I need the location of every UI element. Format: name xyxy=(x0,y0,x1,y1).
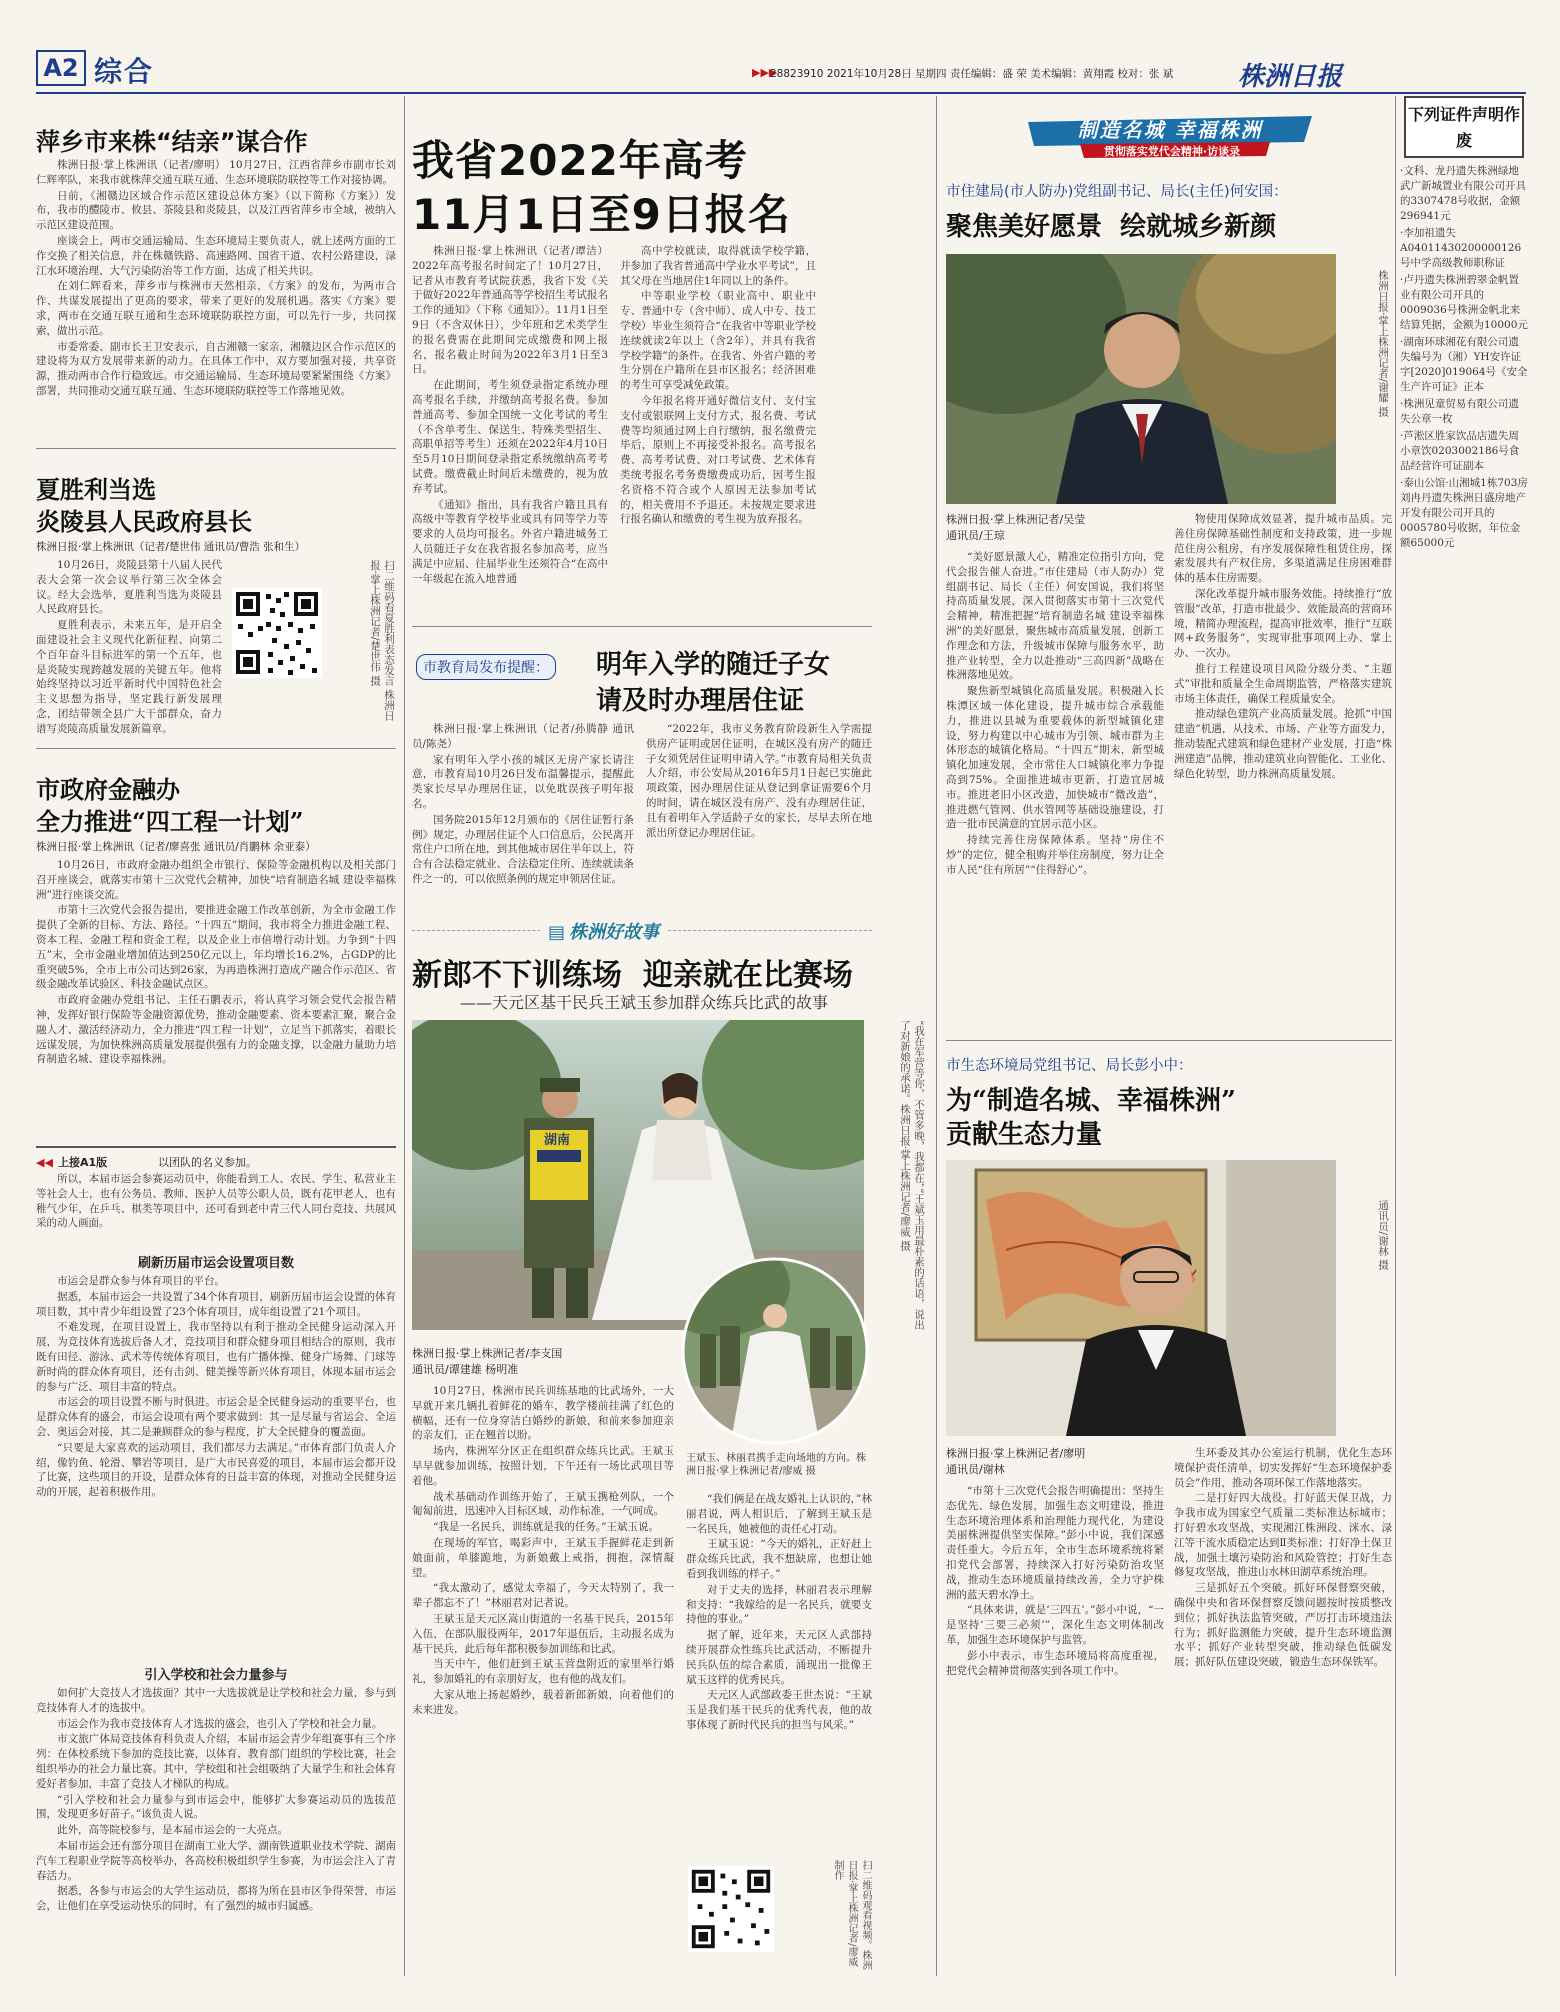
article-heanguo-col2: 物使用保障成效显著，提升城市品质。完善住房保障基础性制度和支持政策，进一步规范住房公租房，有序发展保障性租赁住房，探索发展共有产权住房，多渠道满足住房困难群体的基本住房需要。 深化改革提升城市服务效能。持续推行“放管服”改革，打造市批最少、效能最高的营商环境，精简办理流程，提高审批效率，推行“互联网+政务服务”，实现审批事项网上办、掌上办、一次办。 推行工程建设项目风险分级分类、“主题式”审批和质量全生命周期监管，严格落实建筑市场主体责任，确保工程质量安全。 推动绿色建筑产业高质量发展。抢抓“中国建造”机遇，从技术、市场、产业等方面发力，推动装配式建筑和绿色建材产业发展，打造“株洲建造”品牌，推动建筑业向智能化、工业化、绿色化转型，助力株洲高质量发展。 xyxy=(1174,513,1392,780)
page-number: A2 xyxy=(36,50,86,86)
portrait-pengxiaozhong xyxy=(946,1160,1336,1436)
round-photo-caption: 王斌玉、林丽君携手走向场地的方向。株洲日报·掌上株洲记者/廖威 摄 xyxy=(686,1453,866,1477)
article-peng-col2: 生环委及其办公室运行机制，优化生态环境保护责任清单，切实发挥好“生态环境保护委员会”作用，推动各项环保工作落地落实。 二是打好四大战役。打好蓝天保卫战，力争我市成为国家空气质量二类标准达标城市；打好碧水攻坚战，实现湘江株洲段、洣水、渌江等干流水质稳定达到Ⅱ类标准；打好净土保卫战，加强土壤污染防治和风险管控；打好生态修复攻坚战，推进山水林田湖草系统治理。 三是抓好五个突破。抓好环保督察突破，确保中央和省环保督察反馈问题按时按质整改到位；抓好执法监管突破，严厉打击环境违法行为；抓好监测能力突破，提升生态环境监测水平；抓好产业转型突破，推动绿色低碳发展；抓好队伍建设突破，锻造生态环保铁军。 xyxy=(1174,1447,1392,1669)
kicker-suiqian: 市教育局发布提醒： xyxy=(416,654,556,680)
headline-peng-1: 为“制造名城、幸福株洲” xyxy=(946,1086,1236,1116)
continued-from-label: 上接A1版 xyxy=(58,1156,108,1169)
article-xiashengli-body: 10月26日，炎陵县第十八届人民代表大会第一次会议举行第三次全体会议。经大会选举，夏胜利当选为炎陵县人民政府县长。 夏胜利表示，未来五年，是开启全面建设社会主义现代化新征程、向第二个百年奋斗目标进军的第一个五年，也是炎陵实现跨越发展的关键五年。他将始终坚持以习近平新时代中国特色社会主义思想为指导，坚定践行新发展理念，团结带领全县广大干部群众，奋力谱写炎陵高质量发展新篇章。 xyxy=(36,559,222,735)
shirt-text: 湖南 xyxy=(544,1133,571,1148)
article-pingxiang-body: 株洲日报·掌上株洲讯（记者/廖明） 10月27日，江西省萍乡市副市长刘仁辉率队，来我市就株萍交通互联互通、生态环境联防联控等工作对接协调。 日前，《湘赣边区域合作示范区建设总体方案》（以下简称《方案》）发布，我市的醴陵市、攸县、茶陵县和炎陵县，以及江西省萍乡市全域，被纳入示范区建设范围。 座谈会上，两市交通运输局、生态环境局主要负责人，就上述两方面的工作交换了相关信息，并在株赣铁路、高速路网、国省干道、农村公路建设，渌江水环境治理、大气污染防治等工作方面，达成了相关共识。 在刘仁辉看来，萍乡市与株洲市天然相亲，《方案》的发布，为两市合作、共谋发展提出了更高的要求，带来了更好的发展机遇。落实《方案》要求，两市在交通互联互通和生态环境联防联控方面，可以先行一步，共同探索，做出示范。 市委常委、副市长王卫安表示，自古湘赣一家亲，湘赣边区合作示范区的建设将为双方发展带来新的动力。在具体工作中，双方要加强对接，共享资源，推动两市合作行稳致远。市交通运输局、生态环境局要紧紧围绕《方案》部署，共同推动交通互联互通、生态环境联防联控等工作落地见效。 xyxy=(36,159,396,397)
sports-subhead-1: 刷新历届市运会设置项目数 xyxy=(137,1256,294,1271)
article-heanguo-col1: “美好愿景激人心，精准定位指引方向，党代会报告催人奋进。”市住建局（市人防办）党组副书记、局长（主任）何安国说，我们将坚持高质量发展，深入贯彻落实市第十三次党代会精神，精准把握“培育制造名城 建设幸福株洲”的美好愿景，聚焦城市高质量发展，创新工作理念和方法，升级城市保障与服务水平，助推产业转型，全力以赴推动“三高四新”战略在株洲落地见效。 聚焦新型城镇化高质量发展。积极融入长株潭区域一体化建设，提升城市综合承载能力，推进以县城为重要载体的新型城镇化建设，努力构建以中心城市为引领、城市群为主体形态的城镇化格局。“十四五”期末，新型城镇化加速发展，全市常住人口城镇化率力争提高到75%。全面推进城市更新，打造宜居城市。推进老旧小区改造，加快城市“微改造”，推进燃气管网、供水管网等基础设施建设，打造一批市民满意的宜居示范小区。 持续完善住房保障体系。坚持“房住不炒”的定位，健全租购并举住房制度，努力让全市人民“住有所居”“住得舒心”。 xyxy=(946,551,1164,876)
article-gaokao-col2: 高中学校就读，取得就读学校学籍，并参加了我省普通高中学业水平考试”，且其父母在当地居住1年同以上的条件。 中等职业学校（职业高中、职业中专、普通中专（含中师）、成人中专、技工学校）毕业生须符合“在我省中等职业学校连续就读2年以上（含2年），并具有我省学校学籍”的条件。在我省、外省户籍的考生分别在户籍所在县市区报名；经济困难的考生可享受减免政策。 今年报名将开通好微信支付、支付宝支付或银联网上支付方式，报名费、考试费等均须通过网上自行缴纳，报名缴费完毕后，原则上不再接受补报名。高考报名费、高考考试费、对口考试费、艺术体育类统考报名考务费缴费成功后，因考生报名资格不符合或个人原因无法参加考试的，相关费用不予退还。未按规定要求进行报名确认和缴费的考生视为放弃报名。 xyxy=(620,245,816,526)
article-sports-para2: 市运会是群众参与体育项目的平台。 据悉，本届市运会一共设置了34个体育项目，刷新历届市运会设置的体育项目数，其中青少年组设置了23个体育项目，成年组设置了21个项目。 不难发现，在项目设置上，我市坚持以有利于推动全民健身运动深入开展，为竞技体育选拔后备人才，竞技项目和群众健身项目相结合的原则，我市既有田径、游泳、武术等传统体育项目，也有广播体操、健身广场舞、门球等新时尚的群众体育项目，还有击剑、健美操等新兴体育项目，体现本届市运会的参与广泛、项目丰富的特点。 市运会的项目设置不断与时俱进。市运会是全民健身运动的重要平台，也是群众体育的盛会，市运会设项有两个要求做到：其一是尽量与省运会、全运会、奥运会对接，其二是兼顾群众的参与程度，扩大全民健身的覆盖面。 “只要是大家喜欢的运动项目，我们都尽力去满足。”市体育部门负责人介绍，像钓鱼、轮滑、攀岩等项目，是广大市民喜爱的项目，本届市运会都开设了比赛，这些项目的开设，是群众体育的日益丰富的体现，对推动全民健身运动的开展，起着积极作用。 xyxy=(36,1275,396,1499)
notice-box-title: 下列证件声明作废 xyxy=(1404,96,1524,158)
article-suiqian-col1: 株洲日报·掌上株洲讯（记者/孙腾静 通讯员/陈尧） 家有明年入学小孩的城区无房产家长请注意，市教育局10月26日发布温馨提示，提醒此类家长尽早办理居住证，以免耽误孩子明年报名。 国务院2015年12月颁布的《居住证暂行条例》规定，办理居住证个人口信息后，公民离开常住户口所在地，到其他城市居住半年以上，符合有合法稳定就业、合法稳定住所、连续就读条件之一的，可以依照条例的规定申领居住证。 xyxy=(412,723,634,885)
article-sports-para1: 所以，本届市运会参赛运动员中，你能看到工人、农民、学生、私营业主等社会人士，也有公务员、教师、医护人员等公职人员，既有花甲老人，也有稚气少年，在乒乓、棋类等项目中，还可看到老中青三代人同台竞技、共展风采的动人画面。 xyxy=(36,1173,396,1230)
peng-photo-caption: 通讯员/谢林 摄 xyxy=(1377,1200,1389,1270)
round-wedding-photo xyxy=(680,1256,870,1446)
byline-heanguo-2: 通讯员/王琼 xyxy=(946,529,1005,542)
byline-heanguo-1: 株洲日报·掌上株洲记者/吴莹 xyxy=(946,513,1086,526)
issue-meta: 28823910 2021年10月28日 星期四 责任编辑：盛 荣 美术编辑：黄翔霞 校对：张 斌 xyxy=(770,68,1174,80)
arrow-icon: ▶▶▶ xyxy=(752,66,778,79)
notice-list xyxy=(1400,164,1528,553)
byline-peng-1: 株洲日报·掌上株洲记者/廖明 xyxy=(946,1447,1086,1460)
byline-wedding-2: 通讯员/谭建雄 杨明准 xyxy=(412,1363,519,1376)
qr-caption-wedding: 扫二维码观看视频。株洲日报·掌上株洲记者/廖威 制作 xyxy=(832,1860,871,1970)
headline-heanguo: 聚焦美好愿景 绘就城乡新颜 xyxy=(946,212,1277,242)
list-item: ·芦淞区胜家饮品店遗失周小章饮0203002186号食品经营许可证副本 xyxy=(1400,430,1520,472)
headline-pingxiang: 萍乡市来株“结亲”谋合作 xyxy=(36,128,308,156)
portrait-heanguo xyxy=(946,254,1336,504)
headline-suiqian-1: 明年入学的随迁子女 xyxy=(596,650,831,680)
list-item: ·株洲见童贸易有限公司遗失公章一枚 xyxy=(1400,398,1519,425)
list-item: ·李加祖遗失A04011430200000126号中学高级教师职称证 xyxy=(1400,227,1522,269)
wedding-photo-caption: “我在军营等你，不管多晚，我都在，”王斌玉用最朴素的话语，说出了对新娘的承诺。株洲日报·掌上株洲记者/廖威 摄 xyxy=(899,1020,925,1330)
headline-xiashengli-2: 炎陵县人民政府县长 xyxy=(36,507,252,536)
article-wedding-col2: “我们俩是在战友婚礼上认识的，”林丽君说，两人相识后，了解到王斌玉是一名民兵，她被他的责任心打动。 王斌玉说：“今天的婚礼，正好赶上群众练兵比武，我不想缺席，也想让她看到我训练的样子。” 对于丈夫的选择，林丽君表示理解和支持：“我嫁给的是一名民兵，就要支持他的事业。” 据了解，近年来，天元区人武部持续开展群众性练兵比武活动，不断提升民兵队伍的综合素质，涌现出一批像王斌玉这样的优秀民兵。 天元区人武部政委王世杰说：“王斌玉是我们基干民兵的优秀代表，他的故事体现了新时代民兵的担当与风采。” xyxy=(686,1493,872,1731)
headline-gaokao-2: 11月1日至9日报名 xyxy=(412,190,791,239)
story-label: ▤ 株洲好故事 xyxy=(540,918,667,944)
headline-finance-1: 市政府金融办 xyxy=(36,775,180,804)
byline-wedding-1: 株洲日报·掌上株洲记者/李支国 xyxy=(412,1347,563,1360)
qr-code-wedding[interactable] xyxy=(688,1866,774,1952)
list-item: ·湖南环球湘花有限公司遗失编号为（湘）YH安许证字[2020]019064号《安全生产许可证》正本 xyxy=(1400,336,1528,393)
banner-subtitle: 贯彻落实党代会精神·访谈录 xyxy=(1103,145,1241,158)
headline-finance-2: 全力推进“四工程一计划” xyxy=(36,807,304,836)
byline-peng-2: 通讯员/谢林 xyxy=(946,1463,1005,1476)
list-item: ·泰山公馆·山湘城1栋703房刘冉丹遗失株洲日盛房地产开发有限公司开具的0005780号收据，年位金额65000元 xyxy=(1400,477,1528,549)
headline-suiqian-2: 请及时办理居住证 xyxy=(596,686,805,716)
qr-caption-xiashengli: 扫二维码看夏胜利表态发言 株洲日报·掌上株洲记者/楚世伟 摄 xyxy=(369,560,395,721)
article-wedding-col1: 10月27日，株洲市民兵训练基地的比武场外，一大早就开来几辆扎着鲜花的婚车，教学楼前挂满了红色的横幅，还有一位身穿洁白婚纱的新娘，和前来参加迎亲的亲友们，正在翘首以盼。 场内，株洲军分区正在组织群众练兵比武。王斌玉早早就参加训练，按照计划，下午还有一场比武项目等着他。 战术基础动作训练开始了，王斌玉携枪列队，一个匍匐前进，迅速冲入目标区域，动作标准，一气呵成。 “我是一名民兵，训练就是我的任务。”王斌玉说。 在现场的军官，喝彩声中，王斌玉手握鲜花走到新娘面前，单膝跪地，为新娘戴上戒指，拥抱，深情凝望。 “我太激动了，感觉太幸福了，今天太特别了，我一辈子都忘不了！”林丽君对记者说。 王斌玉是天元区嵩山街道的一名基干民兵，2015年入伍，在部队服役两年，2017年退伍后，主动报名成为基干民兵，此后每年都积极参加训练和比武。 当天中午，他们赶到王斌玉营盘附近的家里举行婚礼，参加婚礼的有亲朋好友，也有他的战友们。 大家从地上扬起婚纱，载着新郎新娘，向着他们的未来进发。 xyxy=(412,1385,674,1716)
kicker-heanguo: 市住建局(市人防办)党组副书记、局长(主任)何安国： xyxy=(946,184,1288,200)
headline-gaokao-1: 我省2022年高考 xyxy=(412,136,748,185)
masthead-logo: 株洲日报 xyxy=(1238,62,1343,92)
headline-wedding: 新郎不下训练场 迎亲就在比赛场 xyxy=(412,958,853,993)
headline-xiashengli-1: 夏胜利当选 xyxy=(36,475,156,504)
subtitle-wedding: ——天元区基干民兵王斌玉参加群众练兵比武的故事 xyxy=(460,993,829,1012)
section-title: 综合 xyxy=(94,55,155,88)
list-item: ·卢丹遗失株洲碧翠金帆置业有限公司开具的0009036号株洲金帆北来结算凭据，金额为10000元 xyxy=(1400,274,1528,331)
byline-finance: 株洲日报·掌上株洲讯（记者/廖喜张 通讯员/肖鹏林 余亚泰） xyxy=(36,841,316,853)
kicker-pengxiaozhong: 市生态环境局党组书记、局长彭小中： xyxy=(946,1058,1193,1074)
article-peng-col1: “市第十三次党代会报告明确提出：坚持生态优先、绿色发展，加强生态文明建设，推进生态环境治理体系和治理能力现代化，为建设美丽株洲提供坚实保障。”彭小中说，我们深感责任重大。今后五年，全市生态环境系统将紧扣党代会部署，持续深入打好污染防治攻坚战，推动生态环境质量持续改善，全力守护株洲的蓝天碧水净土。 “具体来讲，就是‘三四五’。”彭小中说，“一是坚持‘三要三必须’”，深化生态文明体制改革，加强生态环境保护与监管。 彭小中表示，市生态环境局将高度重视，把党代会精神贯彻落实到各项工作中。 xyxy=(946,1485,1164,1677)
article-suiqian-col2: “2022年，我市义务教育阶段新生入学需提供房产证明或居住证明，在城区没有房产的随迁子女须凭居住证明申请入学。”市教育局相关负责人介绍，市公安局从2016年5月1日起已实施此项政策，因办理居住证从登记到拿证需要6个月的时间，请在城区没有房产、没有办理居住证，且有着明年入学适龄子女的家长，尽早去所在地派出所登记办理居住证。 xyxy=(646,723,872,839)
heanguo-photo-caption: 株洲日报·掌上株洲记者/谢耀 摄 xyxy=(1377,270,1389,417)
continued-arrow-icon: ◀◀ xyxy=(36,1156,53,1169)
headline-peng-2: 贡献生态力量 xyxy=(946,1120,1103,1150)
article-gaokao-col1: 株洲日报·掌上株洲讯（记者/谭洁）2022年高考报名时间定了！10月27日，记者从市教育考试院获悉，我省下发《关于做好2022年普通高等学校招生考试报名工作的通知》（下称《通知》）。11月1日至9日（不含双休日），少年班和艺术类学生的报名费需在此期间完成缴费和网上报名，报名截止时间为2022年3月1日至3日。 在此期间，考生须登录指定系统办理高考报名手续，并缴纳高考报名费。参加普通高考、参加全国统一文化考试的考生（不含单考生、保送生、特殊类型招生、高职单招等考生）还须在2022年4月10日至5月10日期间登录指定系统缴纳高考考试费。缴费截止时间后未缴费的，视为放弃考试。 《通知》指出，具有我省户籍且具有高级中等教育学校毕业或具有同等学力等要求的人员均可报名。外省户籍进城务工人员随迁子女在我省报名参加高考，应当满足中应届、往届毕业生还须符合“在高中一年级起在流入地普通 xyxy=(412,245,608,585)
banner-title: 制造名城 幸福株洲 xyxy=(1077,118,1263,142)
article-finance-body: 10月26日，市政府金融办组织全市银行、保险等金融机构以及相关部门召开座谈会，就落实市第十三次党代会精神，加快“培育制造名城 建设幸福株洲”进行座谈交流。 市第十三次党代会报告提出，要推进金融工作改革创新，为全市金融工作提供了全新的目标、方法、路径。“十四五”期间，我市将全力推进金融工程、资本工程、金融工程和资金工程，以及企业上市倍增行动计划。力争到“十四五”末，全市金融业增加值达到250亿元以上，年均增长16.2%，占GDP的比重突破5%，全市上市公司达到26家，为再造株洲打造成产融合作示范区、省级金融改革试验区、科技金融试点区。 市政府金融办党组书记、主任石鹏表示，将认真学习领会党代会报告精神，发挥好银行保险等金融资源优势，推动金融要素、资本要素汇聚，聚合金融人才、激活经济动力，全力推进“四工程一计划”，立足当下抓落实，着眼长远谋发展，为加快株洲高质量发展提供强有力的金融支撑，以金融力量助力培育制造名城、建设幸福株洲。 xyxy=(36,859,396,1066)
continued-tail: 以团队的名义参加。 xyxy=(158,1156,257,1169)
article-sports-para3: 如何扩大竞技人才选拔面？其中一大选拔就是让学校和社会力量，参与到竞技体育人才的选拔中。 市运会作为我市竞技体育人才选拔的盛会，也引入了学校和社会力量。 市文旅广体局竞技体育科负责人介绍，本届市运会青少年组赛事有三个序列：在体校系统下参加的竞技比赛，以体育、教育部门组织的学校比赛，社会组织举办的社会力量比赛。其中，学校组和社会组吸纳了大量学生和社会体育爱好者参加，丰富了竞技人才梯队的构成。 “引入学校和社会力量参与到市运会中，能够扩大参赛运动员的选拔范围，发现更多好苗子。”该负责人说。 此外，高等院校参与，是本届市运会的一大亮点。 本届市运会还有部分项目在湖南工业大学、湖南铁道职业技术学院、湖南汽车工程职业学院等高校举办，各高校积极组织学生参赛，为市运会注入了青春活力。 据悉，各参与市运会的大学生运动员，都将为所在县市区争得荣誉，市运会，让他们在享受运动快乐的同时，有了强烈的城市归属感。 xyxy=(36,1687,396,1913)
qr-code-xiashengli[interactable] xyxy=(232,588,322,678)
list-item: ·文科、龙丹遗失株洲绿地武广新城置业有限公司开具的3307478号收据，金额296941元 xyxy=(1400,165,1526,222)
byline-xiashengli: 株洲日报·掌上株洲讯（记者/楚世伟 通讯员/曹浩 张和生） xyxy=(36,541,306,553)
sports-subhead-2: 引入学校和社会力量参与 xyxy=(144,1668,288,1683)
book-icon: ▤ xyxy=(548,922,566,943)
